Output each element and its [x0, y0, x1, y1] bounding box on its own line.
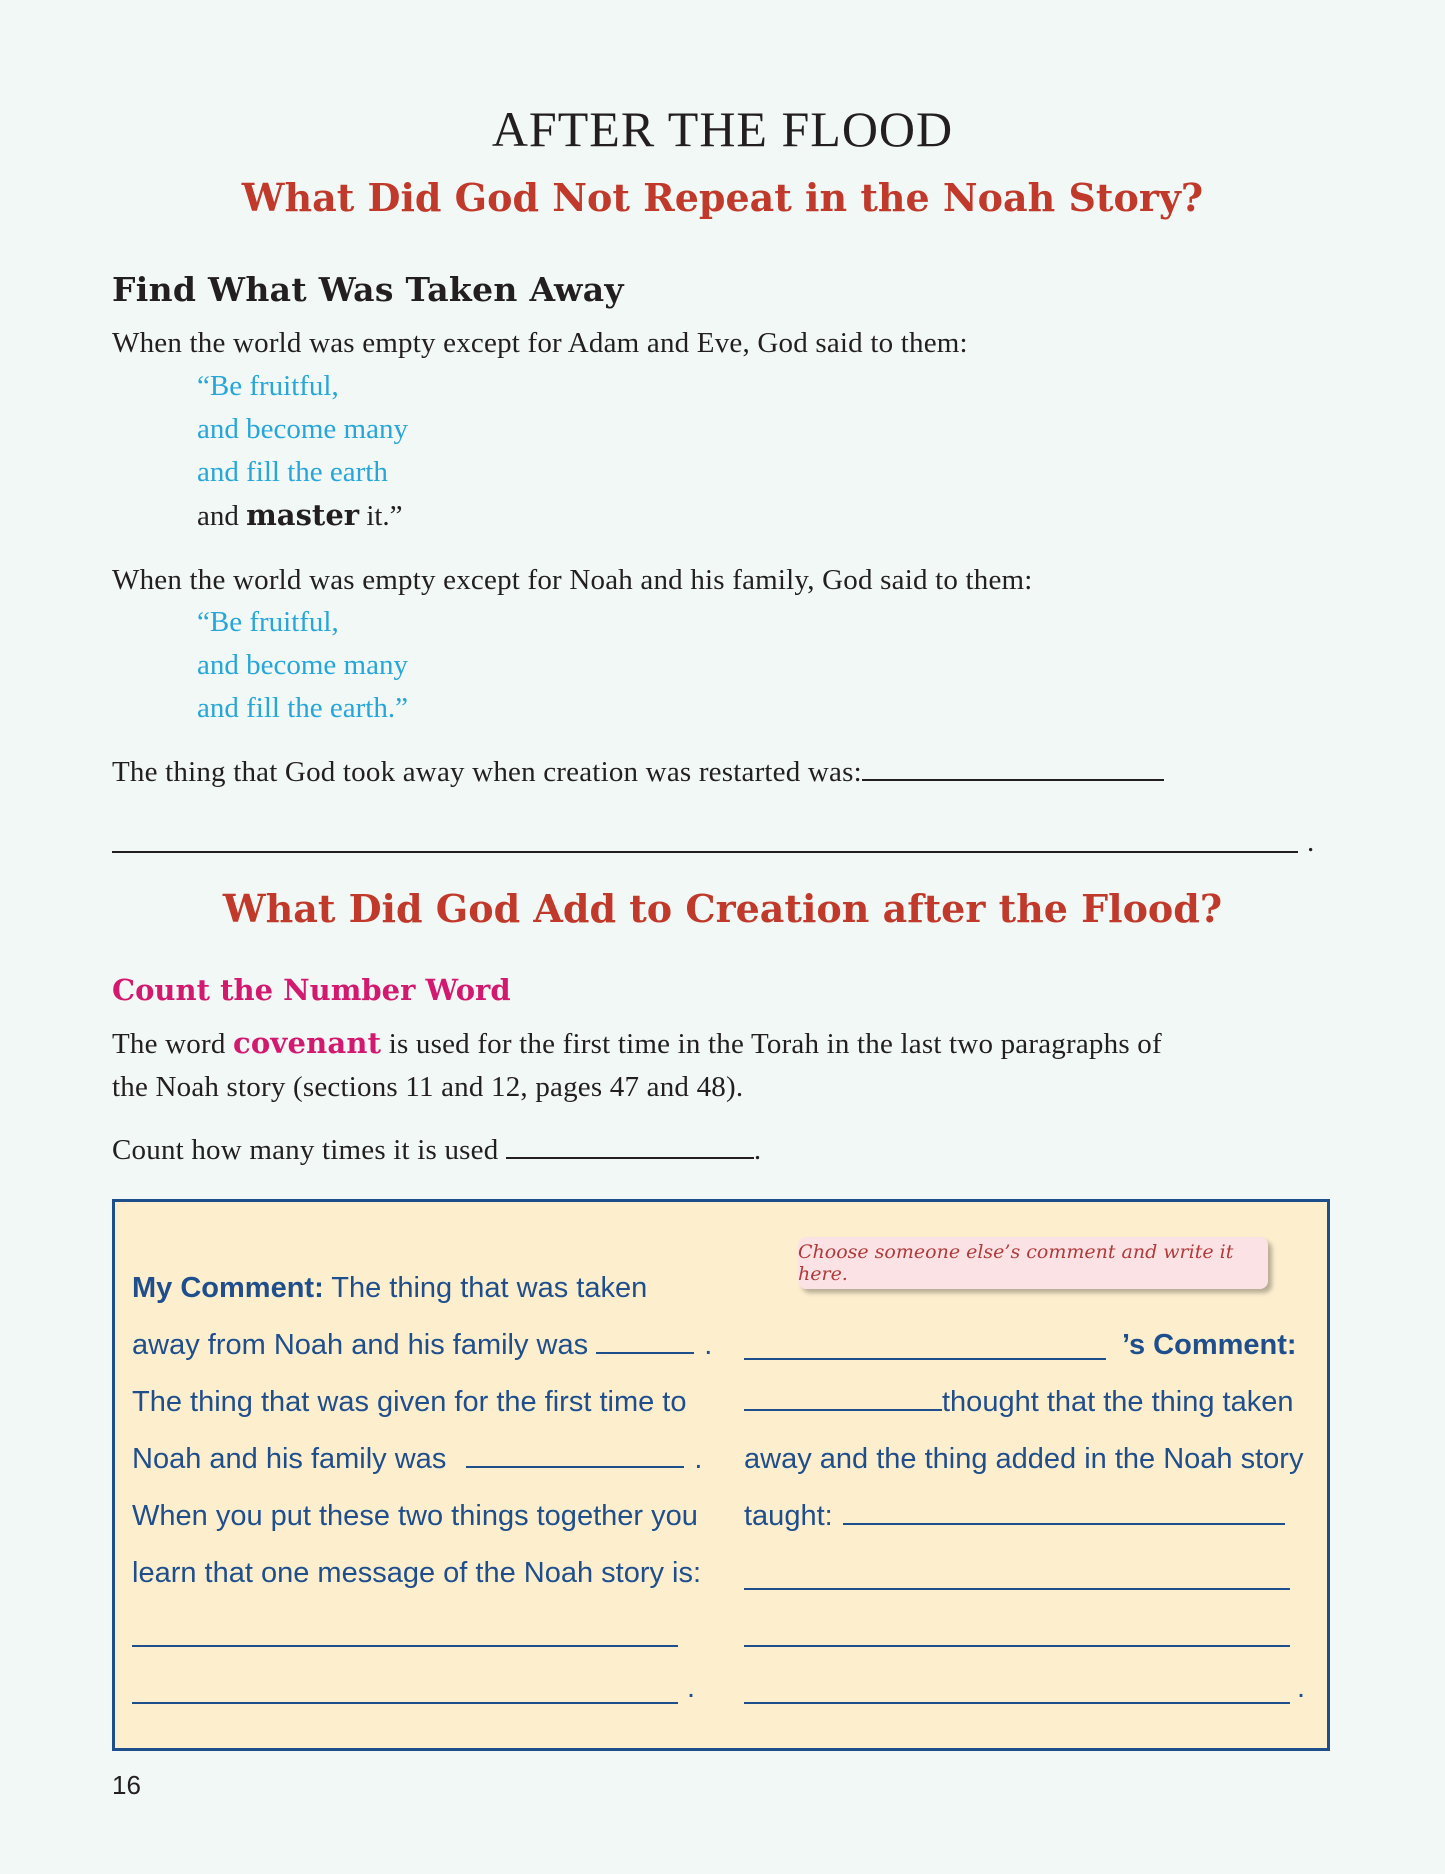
others-comment-line3: away and the thing added in the Noah story — [744, 1443, 1304, 1475]
comment-text: Noah and his family was — [132, 1443, 455, 1475]
question-text: The thing that God took away when creation was restarted was: — [112, 756, 862, 788]
para-text: the Noah story (sections 11 and 12, pages 47 and 48). — [112, 1071, 744, 1103]
verse-bold-word: master — [246, 498, 360, 532]
verse-line: and become many — [197, 649, 408, 681]
subtitle-not-repeat: What Did God Not Repeat in the Noah Story? — [241, 175, 1204, 220]
message-blank-2[interactable] — [132, 1702, 678, 1704]
comment-text: taught: — [744, 1500, 833, 1532]
verse-line: and become many — [197, 413, 408, 445]
name-blank-2[interactable] — [744, 1383, 942, 1411]
name-blank[interactable] — [744, 1358, 1106, 1360]
answer-blank-line[interactable] — [112, 851, 1298, 853]
period: . — [704, 1329, 713, 1361]
my-comment-line4 — [132, 1431, 702, 1488]
others-comment-label — [1122, 1317, 1297, 1374]
taught-blank-4[interactable] — [744, 1702, 1290, 1704]
my-comment-line1 — [132, 1260, 647, 1317]
my-comment-line3: The thing that was given for the first time to — [132, 1386, 687, 1418]
subtitle-add: What Did God Add to Creation after the Flood? — [222, 886, 1223, 931]
verse-text: it.” — [359, 500, 403, 532]
my-comment-line6: learn that one message of the Noah story is: — [132, 1557, 702, 1589]
taught-blank-2[interactable] — [744, 1588, 1290, 1590]
period: . — [1307, 826, 1315, 858]
count-text: Count how many times it is used — [112, 1134, 506, 1166]
period: . — [687, 1672, 696, 1704]
intro-noah: When the world was empty except for Noah and his family, God said to them: — [112, 564, 1033, 596]
count-blank[interactable] — [506, 1129, 754, 1159]
blank-taken-away[interactable] — [596, 1326, 694, 1354]
section-heading-count: Count the Number Word — [112, 973, 511, 1007]
answer-blank[interactable] — [862, 751, 1164, 781]
others-comment-line4 — [744, 1488, 1285, 1545]
comment-text: The thing that was taken — [323, 1272, 648, 1304]
verse-line: and fill the earth.” — [197, 692, 408, 724]
para-text: is used for the first time in the Torah in the last two paragraphs of — [381, 1028, 1162, 1060]
my-comment-line5: When you put these two things together you — [132, 1500, 698, 1532]
page-title: AFTER THE FLOOD — [491, 101, 954, 157]
others-comment-label-text: ’s Comment: — [1122, 1329, 1297, 1361]
count-question — [112, 1129, 761, 1172]
blank-given[interactable] — [466, 1440, 684, 1468]
my-comment-label: My Comment: — [132, 1272, 324, 1304]
period: . — [1297, 1672, 1306, 1704]
my-comment-line2 — [132, 1317, 712, 1374]
verse-line: “Be fruitful, — [197, 606, 339, 638]
period: . — [753, 1134, 762, 1166]
comment-text: thought that the thing taken — [942, 1386, 1294, 1418]
verse-adam-eve — [197, 365, 408, 538]
comment-text: away from Noah and his family was — [132, 1329, 597, 1361]
para-text: The word — [112, 1028, 233, 1060]
covenant-paragraph — [112, 1022, 1162, 1109]
verse-line-master — [197, 494, 408, 538]
intro-adam-eve: When the world was empty except for Adam and Eve, God said to them: — [112, 327, 968, 359]
verse-line: and fill the earth — [197, 456, 388, 488]
section-heading-taken-away: Find What Was Taken Away — [112, 270, 624, 309]
others-comment-line2 — [744, 1374, 1294, 1431]
page-number: 16 — [112, 1770, 141, 1800]
message-blank-1[interactable] — [132, 1645, 678, 1647]
question-taken-away — [112, 751, 1164, 794]
verse-noah — [197, 601, 408, 730]
covenant-word: covenant — [233, 1026, 382, 1060]
verse-text: and — [197, 500, 247, 532]
taught-blank-3[interactable] — [744, 1645, 1290, 1647]
taught-blank[interactable] — [843, 1497, 1285, 1525]
period: . — [694, 1443, 703, 1475]
verse-line: “Be fruitful, — [197, 370, 339, 402]
instruction-note: Choose someone else’s comment and write it here. — [798, 1237, 1268, 1289]
